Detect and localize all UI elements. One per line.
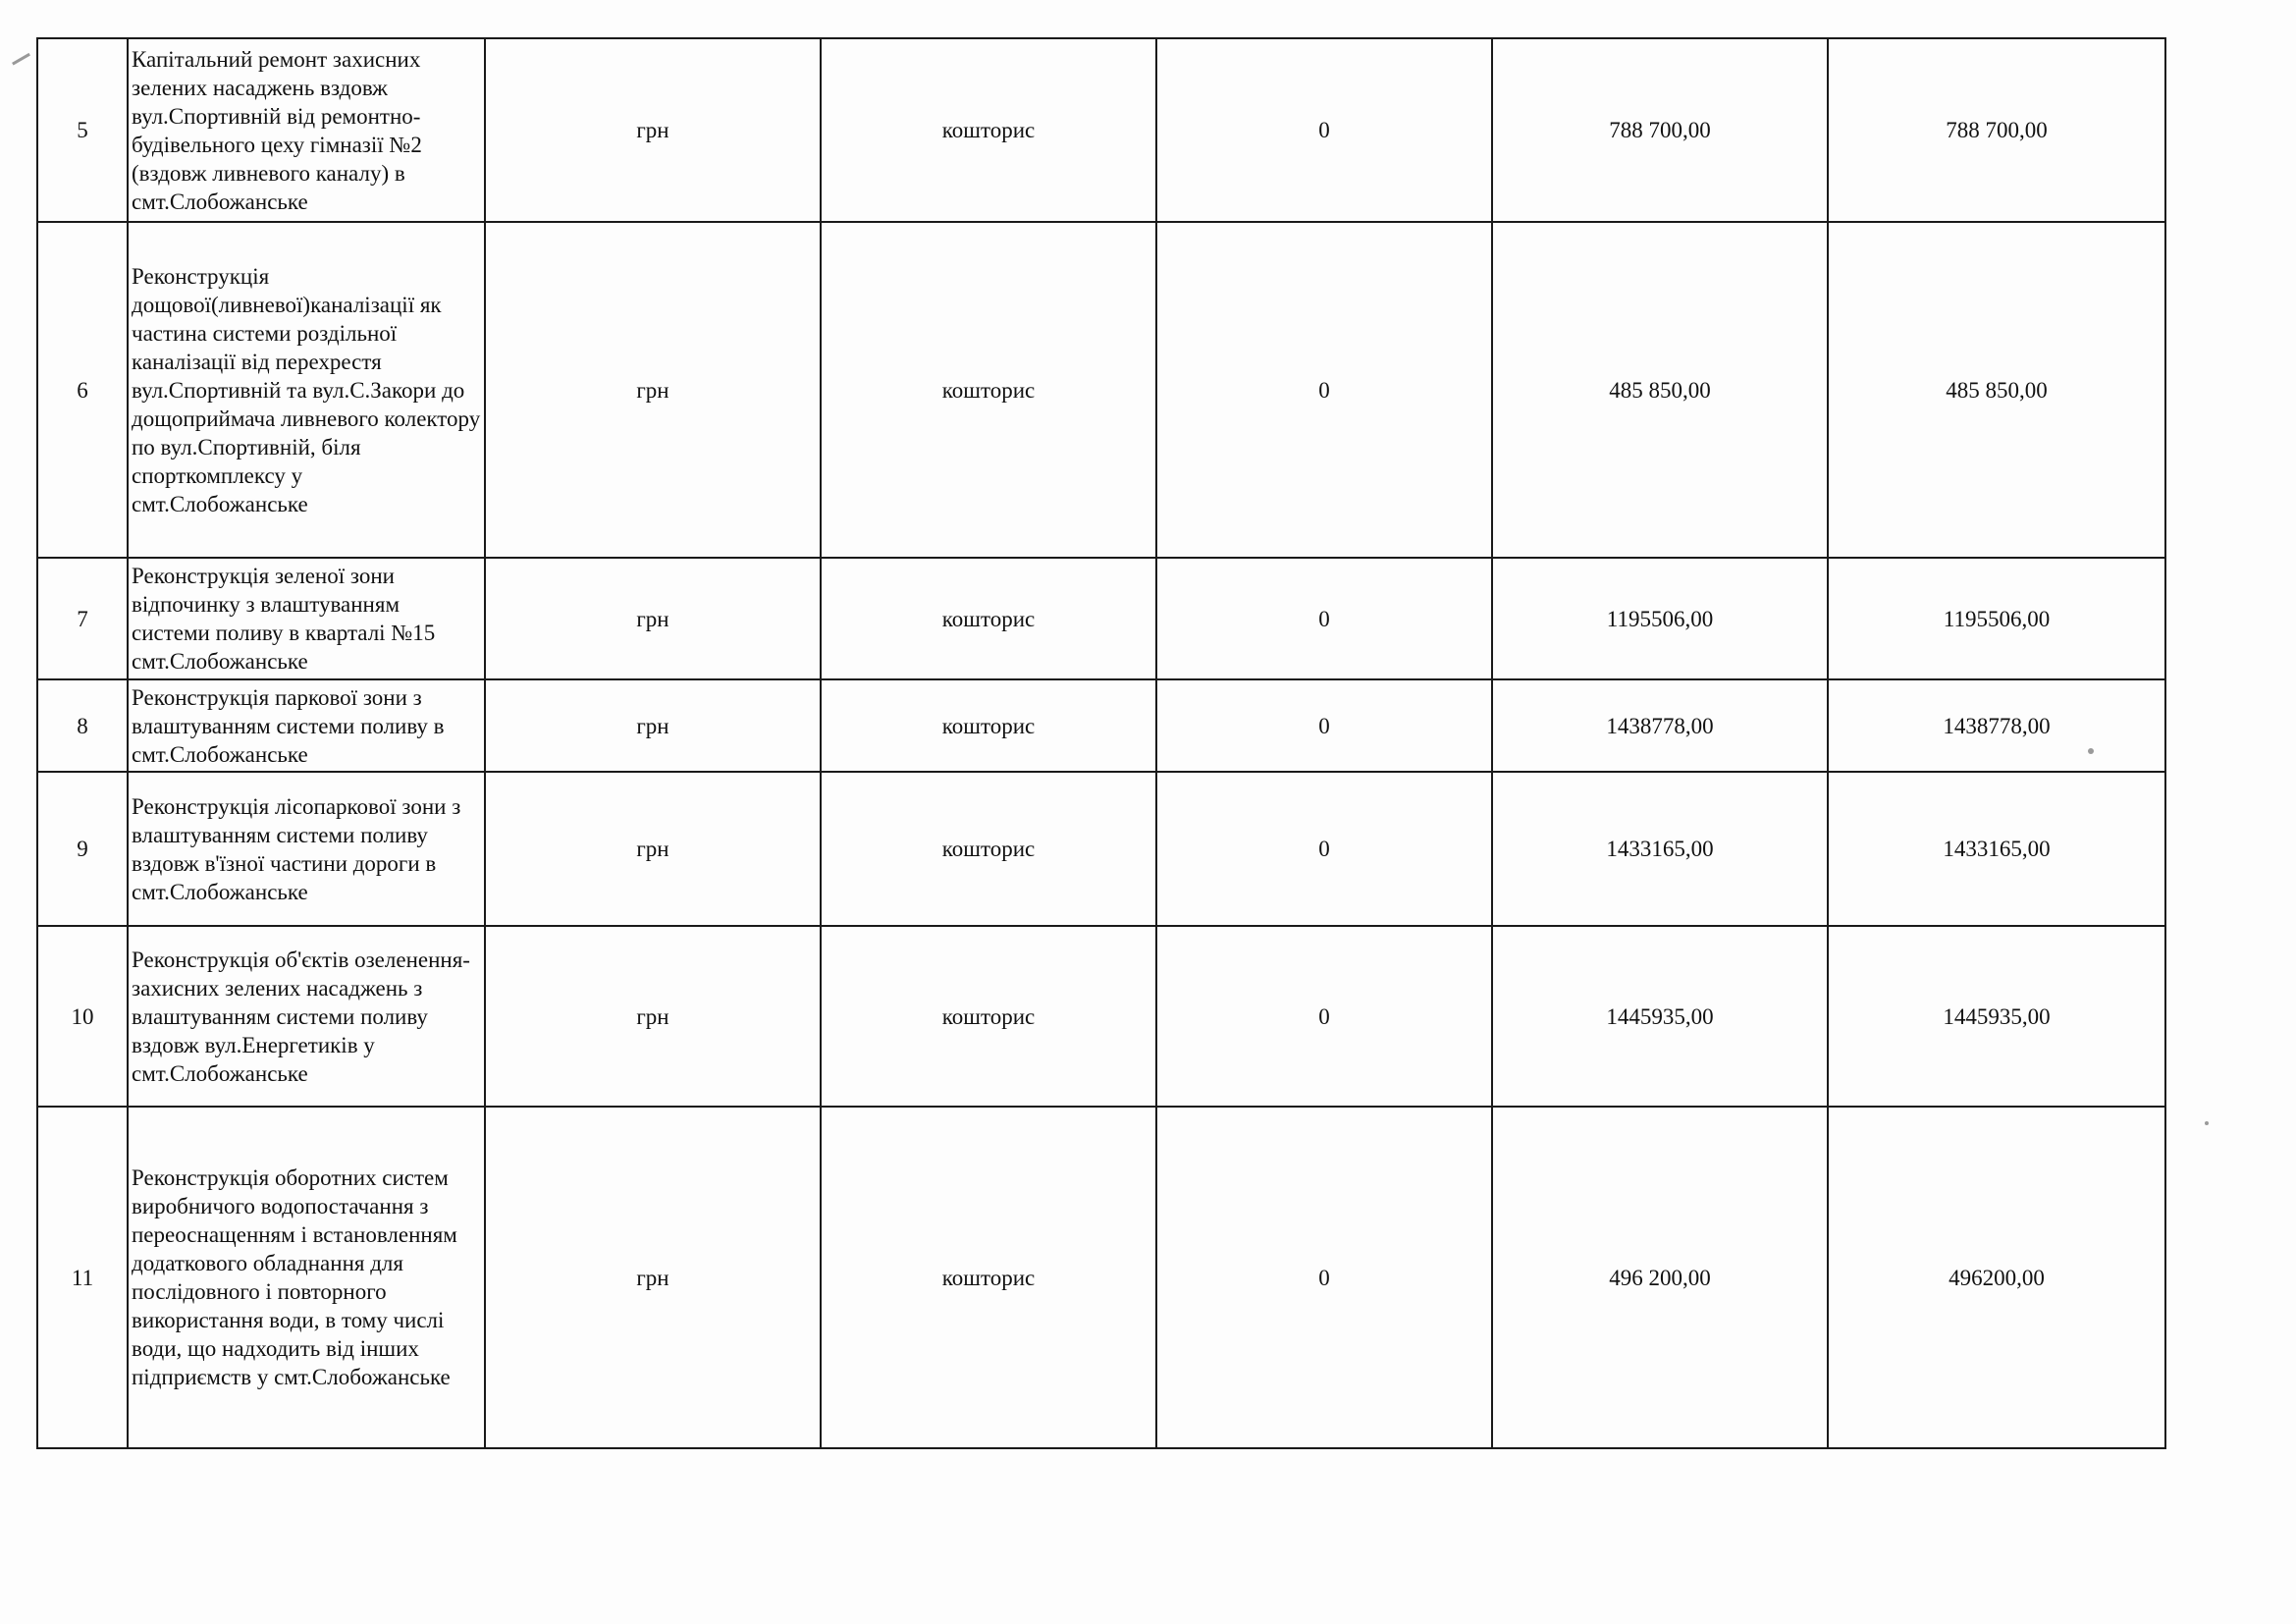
value-during-cell: 1195506,00 [1492, 558, 1828, 679]
table-row [37, 926, 2165, 1107]
value-before-cell: 0 [1156, 558, 1492, 679]
unit-cell: грн [485, 926, 821, 1107]
row-number: 8 [37, 679, 128, 772]
table-row [37, 1107, 2165, 1448]
measure-name: Реконструкція лісопаркової зони з влаштуванням системи поливу вздовж в'їзної частини дороги в смт.Слобожанське [128, 772, 485, 926]
value-before-cell: 0 [1156, 1107, 1492, 1448]
unit-cell: грн [485, 772, 821, 926]
measure-name: Реконструкція зеленої зони відпочинку з влаштуванням системи поливу в кварталі №15 смт.Слобожанське [128, 558, 485, 679]
unit-cell: грн [485, 222, 821, 558]
source-cell: кошторис [821, 222, 1156, 558]
source-cell: кошторис [821, 1107, 1156, 1448]
value-before-cell: 0 [1156, 926, 1492, 1107]
scan-corner-mark [12, 53, 35, 74]
value-before-cell: 0 [1156, 222, 1492, 558]
table-row [37, 772, 2165, 926]
value-total-cell: 1438778,00 [1828, 679, 2165, 772]
unit-cell: грн [485, 38, 821, 222]
unit-cell: грн [485, 558, 821, 679]
value-during-cell: 496 200,00 [1492, 1107, 1828, 1448]
value-during-cell: 485 850,00 [1492, 222, 1828, 558]
value-before-cell: 0 [1156, 772, 1492, 926]
value-total-cell: 496200,00 [1828, 1107, 2165, 1448]
value-before-cell: 0 [1156, 38, 1492, 222]
value-total-cell: 1195506,00 [1828, 558, 2165, 679]
row-number: 11 [37, 1107, 128, 1448]
row-number: 10 [37, 926, 128, 1107]
row-number: 6 [37, 222, 128, 558]
row-number: 7 [37, 558, 128, 679]
value-total-cell: 485 850,00 [1828, 222, 2165, 558]
measure-name: Реконструкція оборотних систем виробничого водопостачання з переоснащенням і встановленням додаткового обладнання для послідовного і повторного використання води, в тому числі води, що надходить від інших підприємств у смт.Слобожанське [128, 1107, 485, 1448]
measure-name: Реконструкція паркової зони з влаштуванням системи поливу в смт.Слобожанське [128, 679, 485, 772]
value-during-cell: 788 700,00 [1492, 38, 1828, 222]
measure-name: Реконструкція дощової(ливневої)каналізації як частина системи роздільної каналізації від перехрестя вул.Спортивній та вул.С.Закори до дощоприймача ливневого колектору по вул.Спортивній, біля спорткомплексу у смт.Слобожанське [128, 222, 485, 558]
table-row [37, 222, 2165, 558]
unit-cell: грн [485, 679, 821, 772]
source-cell: кошторис [821, 38, 1156, 222]
table-row [37, 679, 2165, 772]
table-row [37, 38, 2165, 222]
measure-name: Реконструкція об'єктів озеленення- захисних зелених насаджень з влаштуванням системи поливу вздовж вул.Енергетиків у смт.Слобожанське [128, 926, 485, 1107]
value-total-cell: 788 700,00 [1828, 38, 2165, 222]
row-number: 9 [37, 772, 128, 926]
scan-speck [2205, 1121, 2209, 1125]
value-during-cell: 1433165,00 [1492, 772, 1828, 926]
row-number: 5 [37, 38, 128, 222]
source-cell: кошторис [821, 772, 1156, 926]
indicators-table [36, 37, 2166, 1449]
source-cell: кошторис [821, 558, 1156, 679]
value-during-cell: 1438778,00 [1492, 679, 1828, 772]
measure-name: Капітальний ремонт захисних зелених насаджень вздовж вул.Спортивній від ремонтно-будівельного цеху гімназії №2 (вздовж ливневого каналу) в смт.Слобожанське [128, 38, 485, 222]
source-cell: кошторис [821, 926, 1156, 1107]
table-row [37, 558, 2165, 679]
value-before-cell: 0 [1156, 679, 1492, 772]
source-cell: кошторис [821, 679, 1156, 772]
value-total-cell: 1445935,00 [1828, 926, 2165, 1107]
value-during-cell: 1445935,00 [1492, 926, 1828, 1107]
value-total-cell: 1433165,00 [1828, 772, 2165, 926]
unit-cell: грн [485, 1107, 821, 1448]
